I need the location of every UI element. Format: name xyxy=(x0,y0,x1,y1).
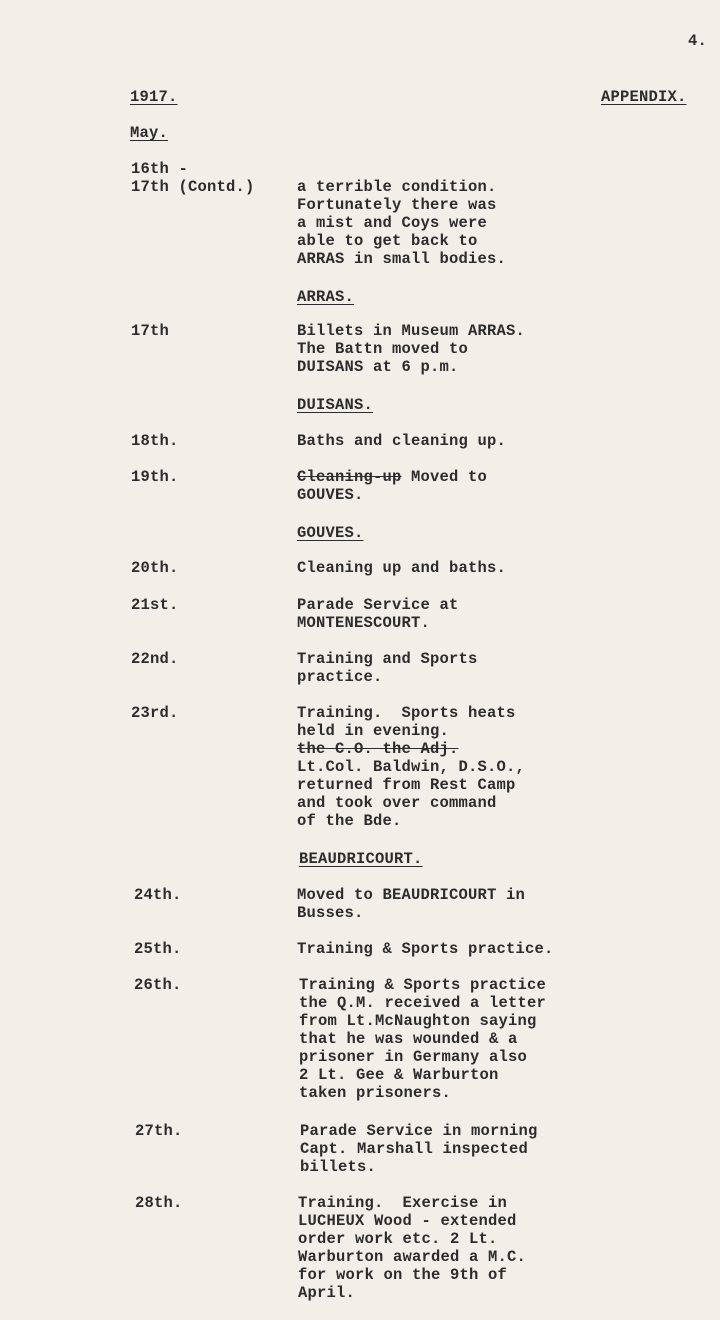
year-heading: 1917. xyxy=(130,88,178,106)
entry-date: 25th. xyxy=(134,940,182,958)
month-heading: May. xyxy=(130,124,169,142)
entry-text: Baths and cleaning up. xyxy=(297,432,507,450)
entry-text: Training. Sports heats held in evening. xyxy=(297,704,516,740)
entry-text: Training & Sports practice. xyxy=(297,940,554,958)
entry-date: 21st. xyxy=(131,596,179,614)
place-heading: ARRAS. xyxy=(297,288,355,306)
entry-date: 28th. xyxy=(135,1194,183,1212)
entry-text: Parade Service in morning Capt. Marshall inspected billets. xyxy=(300,1122,538,1176)
entry-date: 20th. xyxy=(131,559,179,577)
entry-date: 17th xyxy=(131,322,170,340)
entry-text: Billets in Museum ARRAS. The Battn moved to DUISANS at 6 p.m. xyxy=(297,322,526,376)
entry-date: 26th. xyxy=(134,976,182,994)
struck-text: Cleaning-up xyxy=(297,468,402,486)
entry-date: 27th. xyxy=(135,1122,183,1140)
entry-text: Moved to BEAUDRICOURT in Busses. xyxy=(297,886,526,922)
place-heading: BEAUDRICOURT. xyxy=(299,850,423,868)
entry-text-continuation: Moved to xyxy=(401,468,488,486)
entry-date: 23rd. xyxy=(131,704,179,722)
entry-text: Training and Sports practice. xyxy=(297,650,478,686)
entry-text: Cleaning up and baths. xyxy=(297,559,507,577)
entry-text: Training. Exercise in LUCHEUX Wood - extended order work etc. 2 Lt. Warburton awarded a M.C. for work on the 9th of April. xyxy=(298,1194,527,1302)
entry-date: 16th - 17th (Contd.) xyxy=(131,160,255,196)
entry-text: Training & Sports practice the Q.M. received a letter from Lt.McNaughton saying that he was wounded & a prisoner in Germany also 2 Lt. Gee & Warburton taken prisoners. xyxy=(299,976,547,1102)
struck-text: the C.O. the Adj. xyxy=(297,740,459,758)
entry-date: 18th. xyxy=(131,432,179,450)
entry-date: 22nd. xyxy=(131,650,179,668)
entry-date: 19th. xyxy=(131,468,179,486)
entry-text: Lt.Col. Baldwin, D.S.O., returned from Rest Camp and took over command of the Bde. xyxy=(297,758,526,830)
entry-text: a terrible condition. Fortunately there was a mist and Coys were able to get back to ARRAS in small bodies. xyxy=(297,178,507,268)
page-number: 4. xyxy=(688,32,708,50)
entry-text-line xyxy=(297,468,697,486)
place-heading: GOUVES. xyxy=(297,524,364,542)
entry-date: 24th. xyxy=(134,886,182,904)
entry-text: Parade Service at MONTENESCOURT. xyxy=(297,596,459,632)
place-heading: DUISANS. xyxy=(297,396,374,414)
entry-text: GOUVES. xyxy=(297,486,364,504)
appendix-heading: APPENDIX. xyxy=(601,88,687,106)
